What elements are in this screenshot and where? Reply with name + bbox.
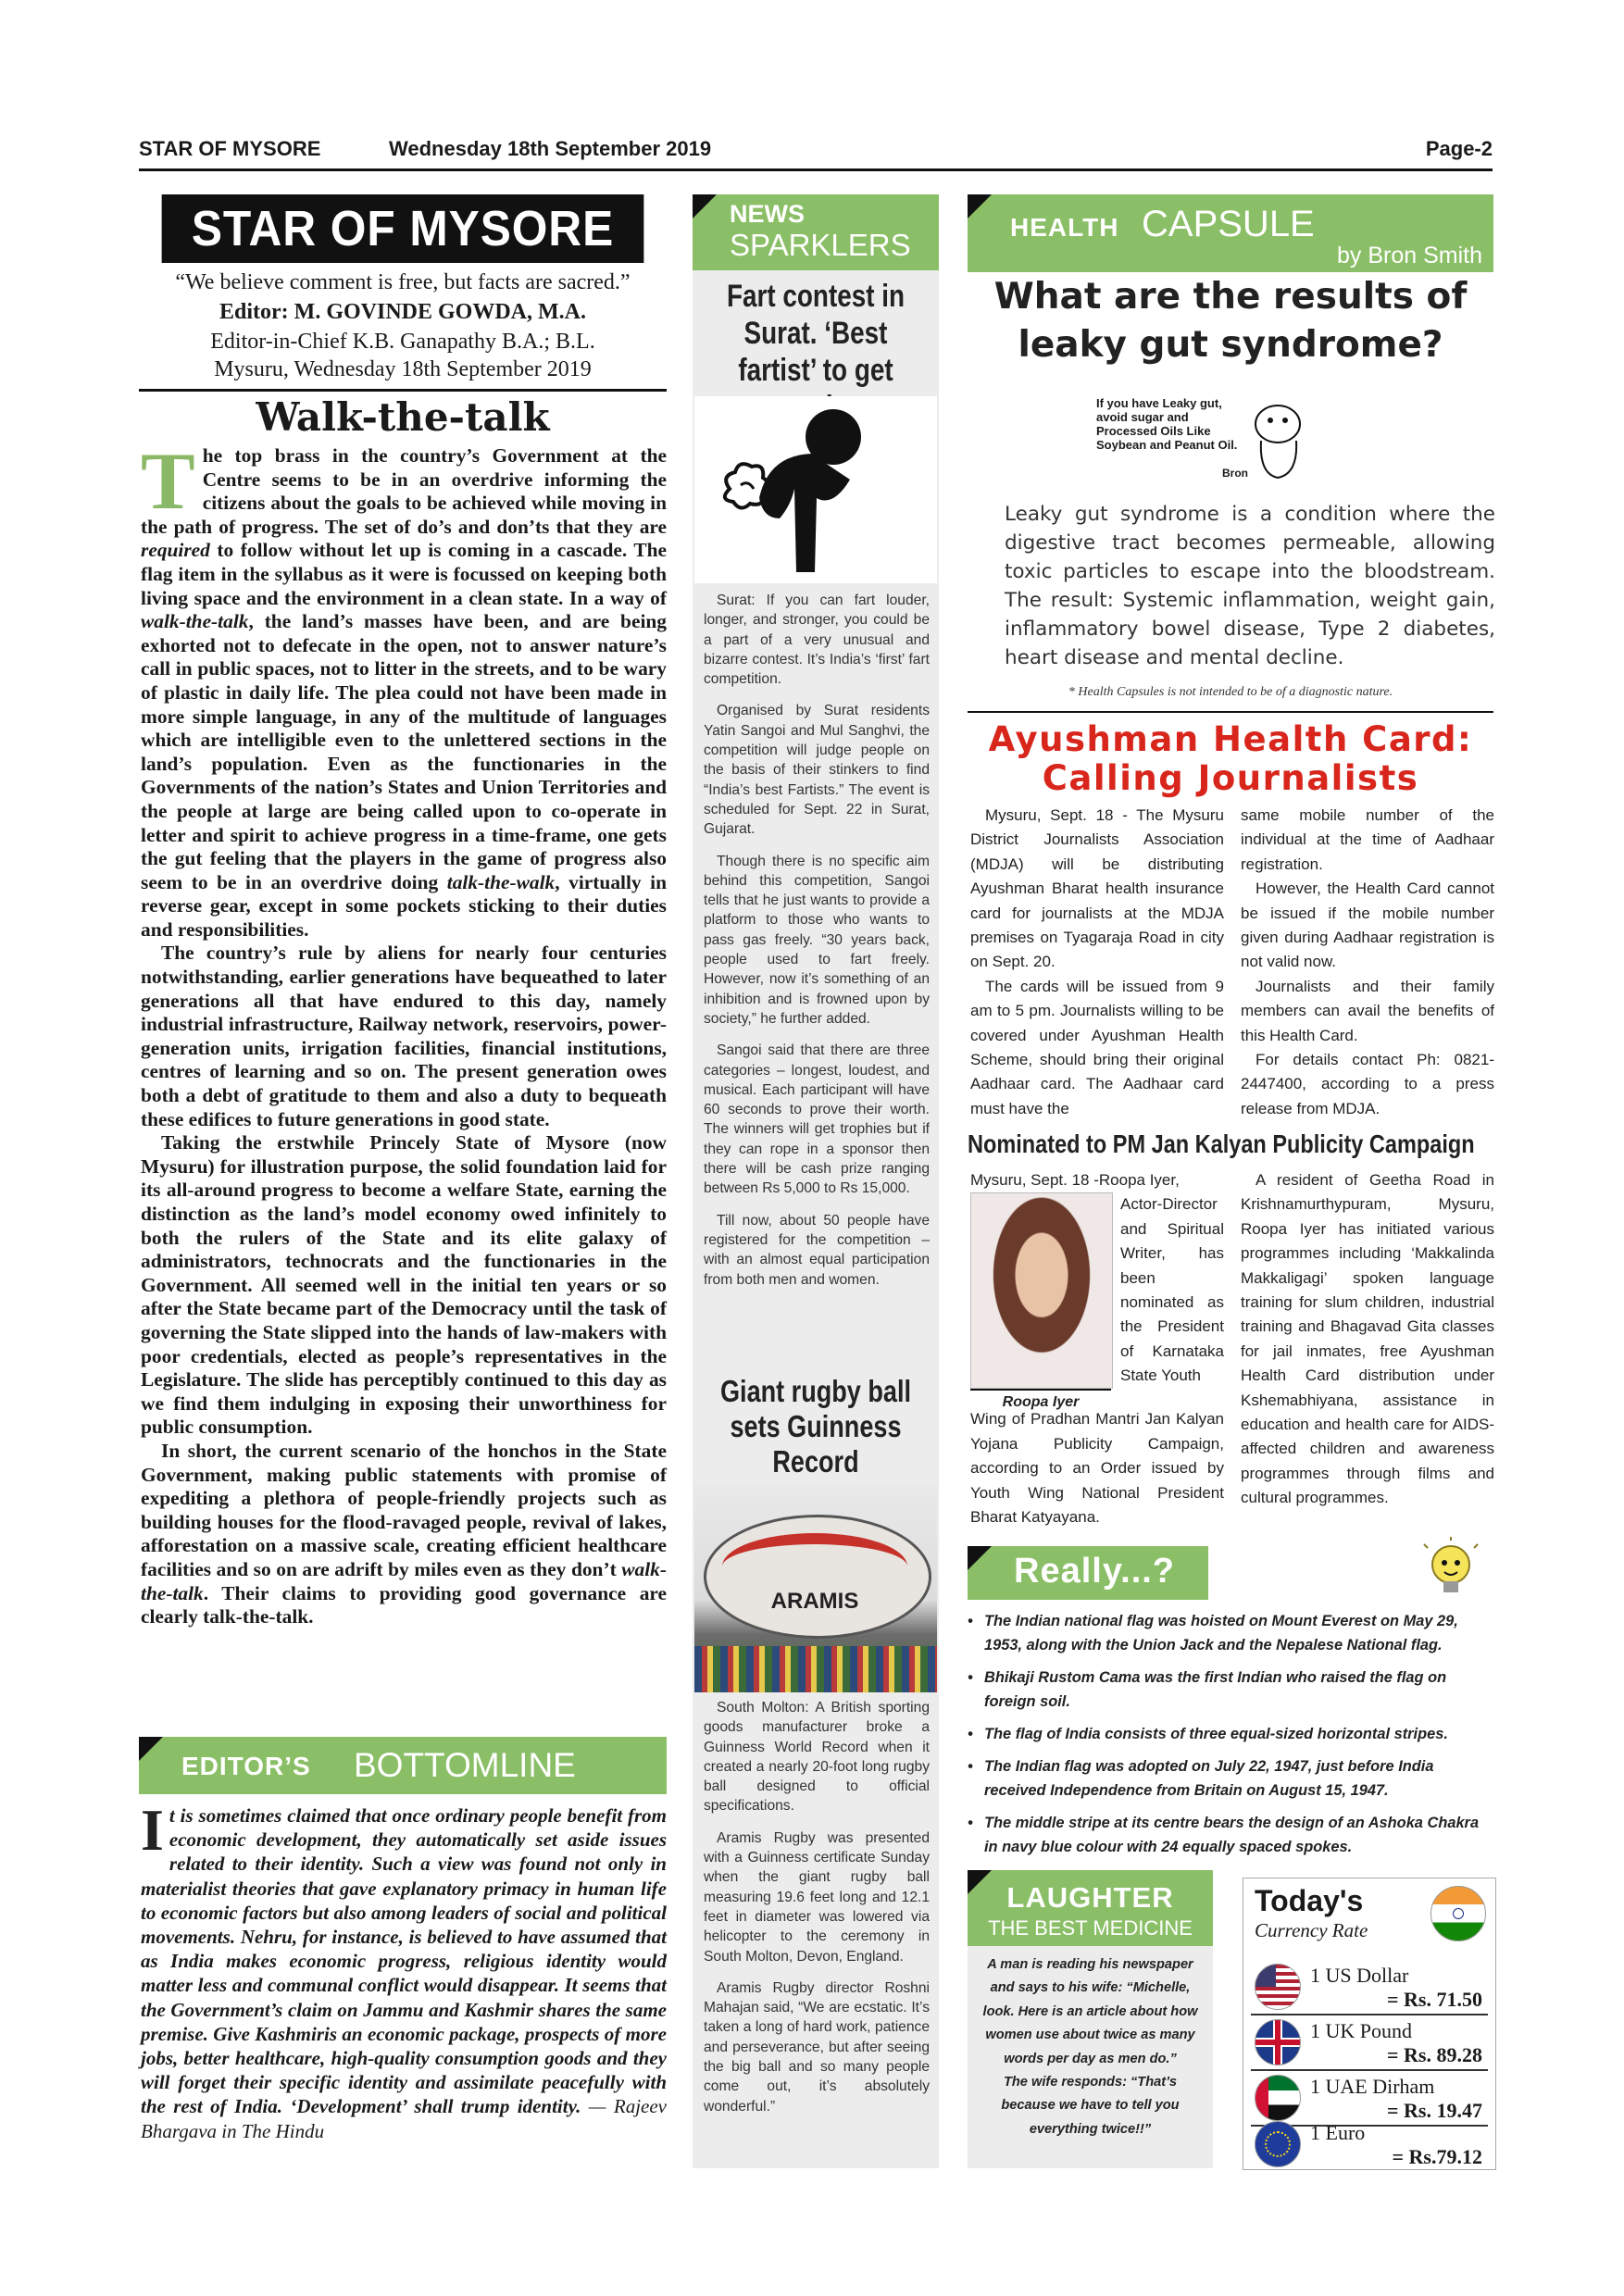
ayushman-column-1: [970, 804, 1224, 1121]
cartoon-signature: Bron: [1222, 467, 1248, 480]
divider: [968, 711, 1493, 713]
currency-name: 1 UAE Dirham: [1310, 2075, 1435, 2098]
bottomline-credit: — Rajeev Bhargava in The Hindu: [141, 2095, 667, 2142]
us-flag-icon: [1255, 1964, 1301, 2010]
uk-flag-icon: [1255, 2019, 1301, 2065]
bottomline-body: It is sometimes claimed that once ordinary people benefit from economic development, they automatically set aside issues related to their identity. Such a view was found not only in materialist theories that gave explanatory primacy in human life to economic factors but also among leaders of social and political movements. Nehru, for instance, is believed to have assumed that as India makes economic progress, religious identity would matter less and communal conflict would disappear. It seems that the Government’s claim on Jammu and Kashmir shares the same premise. Give Kashmiris an economic package, prospects of more jobs, better healthcare, high-quality consumption goods and they will forget their specific identity and assimilate peacefully with the rest of India. ‘Development’ shall trump identity. — Rajeev Bhargava in The Hindu: [141, 1797, 667, 2142]
editorial-paragraph: The top brass in the country’s Government at the Centre seems to be in an overdrive informing the citizens about the goals to be achieved while moving in the path of progress. The set of do’s and don’ts that they are required to follow without let up is coming in a cascade. The flag item in the syllabus as it were is focussed on keeping both living space and the environment in a clean state. In a way of walk-the-talk, the land’s masses have been, and are being exhorted not to defecate in the open, not to answer nature’s call in public spaces, not to litter in the streets, and to be wary of plastic in daily life. The plea could not have been made in more simple language, in any of the multitude of languages which are intelligible even to the unlettered sections in the land’s population. Even as the functionaries in the Governments of the nation’s States and Union Territories and the people at large are being called upon to co-operate in letter and spirit to achieve progress in a time-frame, one gets the gut feeling that the players in the game of progress also seem to be in an overdrive doing talk-the-walk, virtually in reverse gear, except in some pockets sticking to their duties and responsibilities.: [141, 437, 668, 941]
story-paragraph: However, the Health Card cannot be issued if the mobile number given during Aadhaar registration is not valid now.: [1241, 880, 1494, 971]
story-paragraph: A resident of Geetha Road in Krishnamurthypuram, Mysuru, Roopa Iyer has initiated various programmes including ‘Makkalinda Makkaligagi’ spoken language training for slum children, industrial training and Bhagavad Gita classes for jail inmates, free Ayushman Health Card distribution under Kshemabhiyana, assistance in education and health care for AIDS-affected children and awareness programmes through films and cultural programmes.: [1241, 1171, 1494, 1507]
editorial-body: [141, 437, 668, 1629]
health-capsule-header: [968, 194, 1493, 272]
story-paragraph: Wing of Pradhan Mantri Jan Kalyan Yojana Publicity Campaign, according to an Order issued by Youth Wing National President Bharat Katyayana.: [970, 1410, 1224, 1527]
health-body: Leaky gut syndrome is a condition where the digestive tract becomes permeable, allowing toxic particles to escape into the bloodstream. The result: Systemic inflammation, weight gain, inflammatory bowel disease, Type 2 diabetes, heart disease and mental decline.: [1005, 503, 1495, 669]
ayushman-headline: Ayushman Health Card: Calling Journalists: [988, 719, 1473, 798]
laughter-header: [968, 1870, 1213, 1946]
story-paragraph: For details contact Ph: 0821-2447400, according to a press release from MDJA.: [1241, 1051, 1494, 1117]
sparkler-story-1: [704, 591, 930, 1302]
story-paragraph: Mysuru, Sept. 18 - The Mysuru District Journalists Association (MDJA) will be distributing Ayushman Bharat health insurance card for journalists at the MDJA premises on Tyagaraja Road in city on Sept. 20.: [970, 806, 1224, 971]
uae-flag-icon: [1255, 2075, 1301, 2121]
sparkler-story-2: [704, 1698, 930, 2128]
laughter-label: THE BEST MEDICINE: [988, 1916, 1193, 1940]
currency-value: = Rs. 89.28: [1387, 2043, 1482, 2066]
health-label-bold: HEALTH: [1010, 213, 1119, 242]
story-paragraph: Aramis Rugby director Roshni Mahajan said, “We are ecstatic. It’s taken a long of hard work, patience and perseverance, but after seeing the big ball and so many people come out, it’s absolutely wonderful.”: [704, 1979, 930, 2115]
roopa-iyer-photo: [970, 1192, 1113, 1389]
editor-line: Editor: M. GOVINDE GOWDA, M.A.: [219, 300, 586, 324]
currency-name: 1 US Dollar: [1310, 1964, 1409, 1987]
currency-value: = Rs. 19.47: [1387, 2099, 1482, 2122]
list-item: • Bhikaji Rustom Cama was the first Indian who raised the flag on foreign soil.: [968, 1666, 1493, 1714]
health-label: CAPSULE: [1142, 204, 1315, 244]
editor-in-chief-line: Editor-in-Chief K.B. Ganapathy B.A.; B.L.: [210, 330, 595, 354]
sparklers-header: [693, 194, 939, 270]
currency-name: 1 UK Pound: [1310, 2019, 1413, 2042]
editorial-title: Walk-the-talk: [256, 394, 550, 440]
bottomline-label-bold: EDITOR’S: [181, 1752, 311, 1780]
nominated-column-1: Mysuru, Sept. 18 -Roopa Iyer, Roopa Iyer Actor-Director and Spiritual Writer, has been nominated as the President of Karnataka State Youth Wing of Pradhan Mantri Jan Kalyan Yojana Publicity Campaign, according to an Order issued by Youth Wing National President Bharat Katyayana.: [970, 1168, 1224, 1529]
editorial-paragraph: The country’s rule by aliens for nearly four centuries notwithstanding, earlier generations have bequeathed to later generations all that have endured to this day, namely industrial infrastructure, Railway network, reservoirs, power-generation units, irrigation facilities, financial institutions, centres of learning and so on. The present generation owes both a debt of gratitude to them and also a duty to bequeath these edifices to future generations in good state.: [141, 942, 667, 1130]
really-facts-list: [968, 1609, 1493, 1867]
header-paper-name: STAR OF MYSORE: [139, 137, 321, 160]
drop-cap: T: [141, 437, 195, 527]
crowd: [694, 1646, 937, 1692]
really-label: Really...?: [1014, 1552, 1176, 1591]
divider: [139, 389, 667, 392]
story-paragraph: same mobile number of the individual at the time of Aadhaar registration.: [1241, 806, 1494, 873]
story-paragraph: Till now, about 50 people have registered for the competition – with an almost equal participation from both men and women.: [704, 1212, 930, 1288]
ball-brand-text: ARAMIS: [770, 1589, 859, 1614]
currency-value: = Rs. 71.50: [1387, 1988, 1482, 2011]
story-paragraph: Journalists and their family members can avail the benefits of this Health Card.: [1241, 977, 1494, 1044]
currency-rate-box: [1243, 1878, 1496, 2170]
list-item: • The flag of India consists of three equal-sized horizontal stripes.: [968, 1722, 1493, 1746]
story-paragraph: Sangoi said that there are three categories – longest, loudest, and musical. Each participant will have 60 seconds to prove their worth. The winners will get trophies but if they can rope in a sponsor then there will be cash prize ranging between Rs 5,000 to Rs 15,000.: [704, 1042, 930, 1197]
motto: “We believe comment is free, but facts are sacred.”: [175, 270, 631, 294]
bottomline-label: BOTTOMLINE: [354, 1746, 576, 1784]
corner-marker: [968, 194, 992, 218]
page-header: [139, 137, 1493, 165]
currency-value: = Rs.79.12: [1392, 2145, 1482, 2168]
nominated-headline: Nominated to PM Jan Kalyan Publicity Campaign: [968, 1129, 1475, 1158]
list-item: • The Indian national flag was hoisted on Mount Everest on May 29, 1953, along with the Union Jack and the Nepalese National flag.: [968, 1609, 1493, 1657]
currency-title: Today's: [1255, 1884, 1364, 1917]
sparkler-headline-2: Giant rugby ball sets Guinness Record: [720, 1374, 911, 1479]
sparklers-label-bold: NEWS: [730, 200, 805, 228]
cartoon-caption: If you have Leaky gut, avoid sugar and Processed Oils Like Soybean and Peanut Oil.: [1096, 396, 1238, 452]
story-paragraph: Aramis Rugby was presented with a Guinness certificate Sunday when the giant rugby ball measuring 19.6 feet long and 12.1 feet in diameter was lowered via helicopter to the ceremony in South Molton, Devon, England.: [704, 1829, 930, 1965]
corner-marker: [693, 194, 717, 218]
health-disclaimer: * Health Capsules is not intended to be of a diagnostic nature.: [1068, 685, 1393, 699]
india-flag-icon: [1430, 1886, 1486, 1941]
ayushman-column-2: [1241, 804, 1494, 1121]
sparkler-headline-1: Fart contest in Surat. ‘Best fartist’ to get: [726, 279, 906, 388]
header-page-number: Page-2: [1425, 137, 1493, 160]
header-date: Wednesday 18th September 2019: [389, 137, 712, 160]
story-paragraph: Though there is no specific aim behind this competition, Sangoi tells that he just wants to provide a platform to those who wants to pass gas freely. “30 years back, people used to fart freely. However, now it’s something of an inhibition and is frowned upon by society,” he further added.: [704, 853, 930, 1027]
editorial-paragraph: In short, the current scenario of the honchos in the State Government, making public statements with promise of expediting a plethora of people-friendly projects such as building houses for the flood-ravaged people, revival of lakes, afforestation on a massive scale, creating efficient healthcare facilities and so on are adrift by miles even as they don’t walk-the-talk. Their claims to providing good governance are clearly talk-the-talk.: [141, 1439, 667, 1628]
rugby-ball-photo: [694, 1487, 937, 1692]
fart-illustration: [694, 396, 937, 583]
bent-figure-icon: [694, 396, 937, 583]
laughter-label-bold: LAUGHTER: [1006, 1881, 1174, 1914]
portrait-block: [970, 1192, 1111, 1411]
nominated-column-2: [1241, 1168, 1494, 1511]
lightbulb-icon: [1417, 1537, 1485, 1605]
really-header: [968, 1546, 1208, 1600]
health-question: What are the results of leaky gut syndrome?: [993, 276, 1468, 366]
currency-name: 1 Euro: [1310, 2121, 1366, 2144]
corner-marker: [968, 1546, 992, 1570]
bottomline-header: [139, 1737, 667, 1794]
eu-flag-icon: [1255, 2121, 1301, 2167]
divider: [1251, 2014, 1488, 2015]
story-paragraph: South Molton: A British sporting goods manufacturer broke a Guinness World Record when it created a nearly 20-foot long rugby ball designed to official specifications.: [704, 1700, 930, 1815]
currency-subtitle: Currency Rate: [1255, 1919, 1368, 1941]
health-byline: by Bron Smith: [1336, 243, 1482, 268]
sparklers-label: SPARKLERS: [730, 228, 911, 262]
editorial-paragraph: Taking the erstwhile Princely State of Mysore (now Mysuru) for illustration purpose, the solid foundation laid for its all-around progress to become a welfare State, earning the distinction as the land’s model economy owed infinitely to both the rulers of the State and its elite galaxy of administrators, technocrats and the functionaries in the Government. All seemed well in the initial ten years or so after the State became part of the Democracy until the task of governing the State slipped into the hands of law-makers with poor credentials, elected as people’s representatives in the Legislature. The slide has perceptibly continued to this day as we find them indulging in exposing their unworthiness for public consumption.: [141, 1131, 667, 1439]
story-paragraph: Organised by Surat residents Yatin Sangoi and Mul Sanghvi, the competition will judge people on the basis of their stinkers to find “India’s best Fartists.” The event is scheduled for Sept. 22 in Surat, Gujarat.: [704, 703, 930, 838]
drop-cap: I: [141, 1797, 164, 1863]
dateline: Mysuru, Wednesday 18th September 2019: [214, 357, 592, 381]
masthead-logo: STAR OF MYSORE: [162, 194, 644, 263]
photo-caption: Roopa Iyer: [970, 1389, 1111, 1415]
story-paragraph: The cards will be issued from 9 am to 5 pm. Journalists willing to be covered under Ayushman Health Scheme, should bring their original Aadhaar card. The Aadhaar card must have the: [970, 977, 1224, 1117]
health-cartoon: [1093, 393, 1324, 489]
story-lead: Mysuru, Sept. 18 -Roopa Iyer,: [970, 1171, 1180, 1189]
divider: [1251, 2069, 1488, 2071]
laughter-joke: A man is reading his newspaper and says to his wife: “Michelle, look. Here is an article about how women use about twice as many words per day as men do.” The wife responds: “That’s because we have to tell you everything twice!!”: [982, 1957, 1198, 2137]
list-item: • The middle stripe at its centre bears the design of an Ashoka Chakra in navy blue colour with 24 equally spaced spokes.: [968, 1811, 1493, 1859]
story-paragraph: Surat: If you can fart louder, longer, and stronger, you could be a part of a very unusual and bizarre contest. It’s India’s ‘first’ fart competition.: [704, 593, 930, 688]
list-item: • The Indian flag was adopted on July 22, 1947, just before India received Independence from Britain on August 15, 1947.: [968, 1754, 1493, 1803]
header-rule: [139, 168, 1493, 171]
cartoon-figure-icon: [1241, 400, 1320, 483]
corner-marker: [139, 1737, 163, 1761]
